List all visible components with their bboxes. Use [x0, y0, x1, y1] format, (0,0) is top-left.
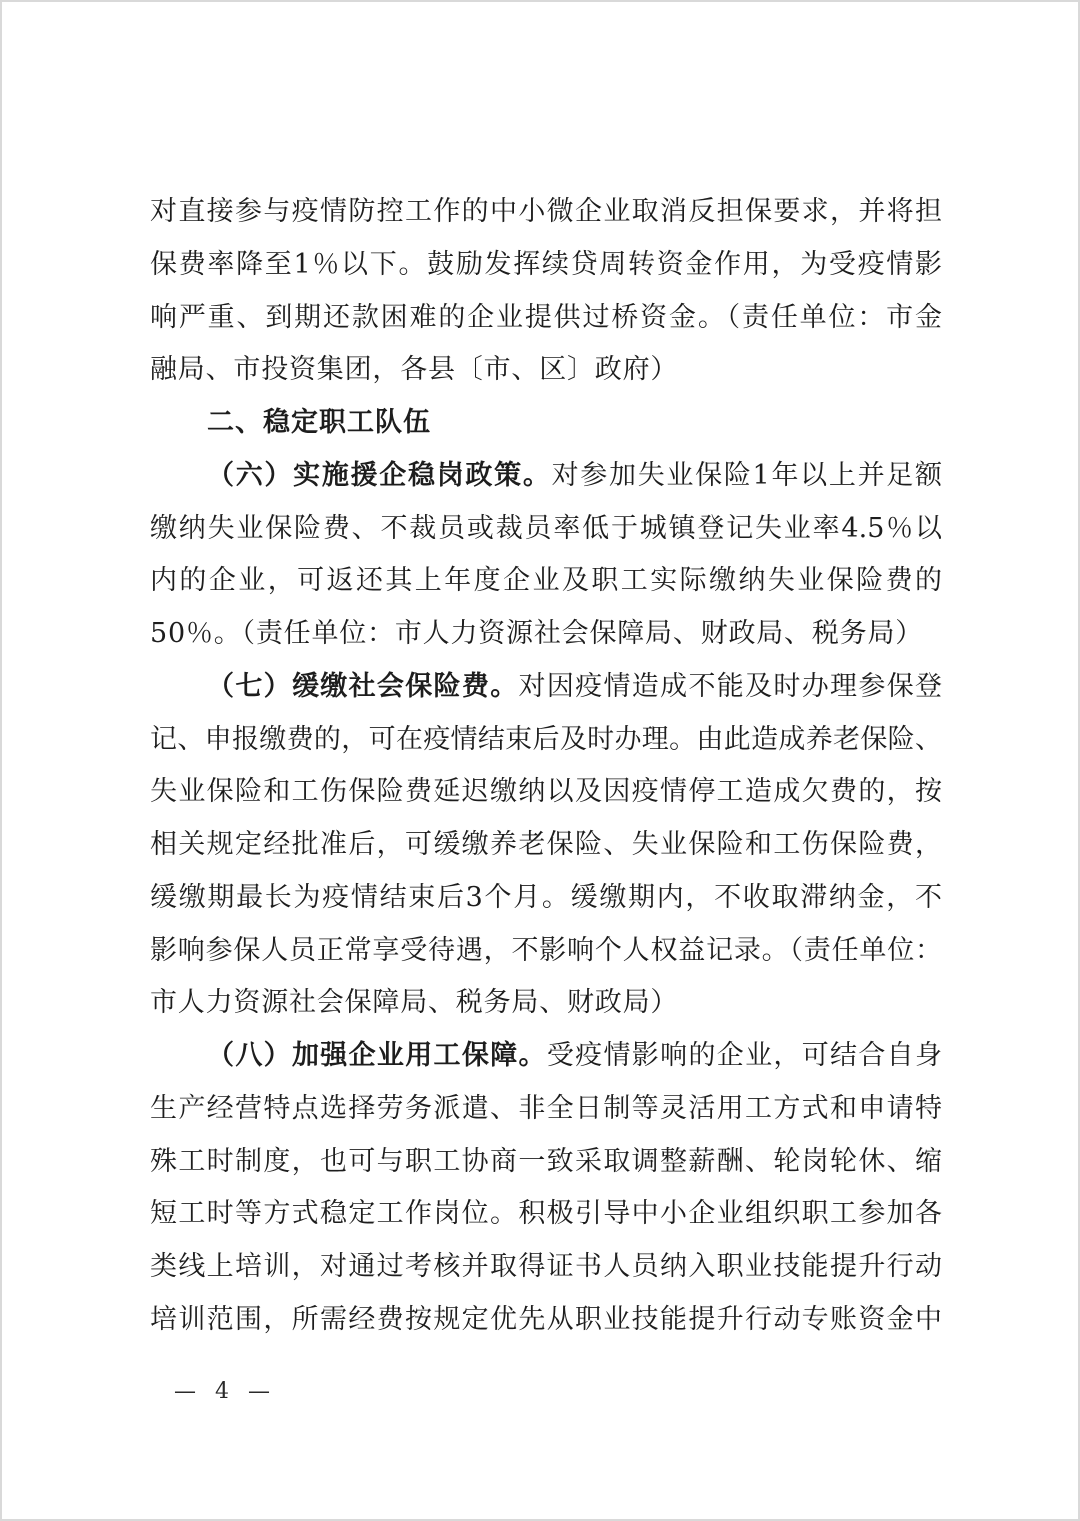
- paragraph-line: 生产经营特点选择劳务派遣、非全日制等灵活用工方式和申请特: [150, 1092, 942, 1124]
- paragraph-line: 对直接参与疫情防控工作的中小微企业取消反担保要求，并将担: [150, 196, 942, 227]
- paragraph-line: 类线上培训，对通过考核并取得证书人员纳入职业技能提升行动: [150, 1251, 942, 1282]
- paragraph-line: 响严重、到期还款困难的企业提供过桥资金。（责任单位：市金: [150, 301, 942, 333]
- paragraph-line: 失业保险和工伤保险费延迟缴纳以及因疫情停工造成欠费的，按: [150, 776, 942, 808]
- paragraph-line: 市人力资源社会保障局、税务局、财政局）: [150, 987, 679, 1019]
- paragraph-line: 融局、市投资集团，各县〔市、区〕政府）: [150, 354, 679, 386]
- paragraph-line: 殊工时制度，也可与职工协商一致采取调整薪酬、轮岗轮休、缩: [150, 1145, 942, 1177]
- paragraph-line: 保费率降至1％以下。鼓励发挥续贷周转资金作用，为受疫情影: [150, 248, 942, 280]
- item-text: 对参加失业保险1年以上并足额: [551, 459, 942, 491]
- paragraph-line: 培训范围，所需经费按规定优先从职业技能提升行动专账资金中: [150, 1303, 942, 1335]
- item-title: （七）缓缴社会保险费。: [207, 670, 519, 702]
- paragraph-line: 记、申报缴费的，可在疫情结束后及时办理。由此造成养老保险、: [150, 723, 942, 755]
- item-first-line: [150, 1030, 942, 1083]
- item-first-line: [150, 661, 942, 714]
- item-title: （八）加强企业用工保障。: [207, 1040, 547, 1071]
- paragraph-line: 50％。（责任单位：市人力资源社会保障局、财政局、税务局）: [150, 618, 924, 649]
- item-text: 对因疫情造成不能及时办理参保登: [518, 670, 942, 702]
- paragraph-line: 相关规定经批准后，可缓缴养老保险、失业保险和工伤保险费，: [150, 829, 942, 860]
- item-first-line: [150, 450, 942, 503]
- paragraph-line: 内的企业，可返还其上年度企业及职工实际缴纳失业保险费的: [150, 565, 942, 597]
- item-text: 受疫情影响的企业，可结合自身: [546, 1040, 942, 1071]
- paragraph-line: 缴纳失业保险费、不裁员或裁员率低于城镇登记失业率4.5％以: [150, 512, 942, 544]
- section-heading: 二、稳定职工队伍: [207, 407, 431, 438]
- paragraph-line: 缓缴期最长为疫情结束后3个月。缓缴期内，不收取滞纳金，不: [150, 881, 942, 913]
- body-text: [150, 186, 942, 1347]
- paragraph-line: 短工时等方式稳定工作岗位。积极引导中小企业组织职工参加各: [150, 1198, 942, 1230]
- item-title: （六）实施援企稳岗政策。: [207, 459, 552, 491]
- paragraph-line: 影响参保人员正常享受待遇，不影响个人权益记录。（责任单位：: [150, 934, 942, 966]
- page-number: — 4 —: [174, 1379, 273, 1404]
